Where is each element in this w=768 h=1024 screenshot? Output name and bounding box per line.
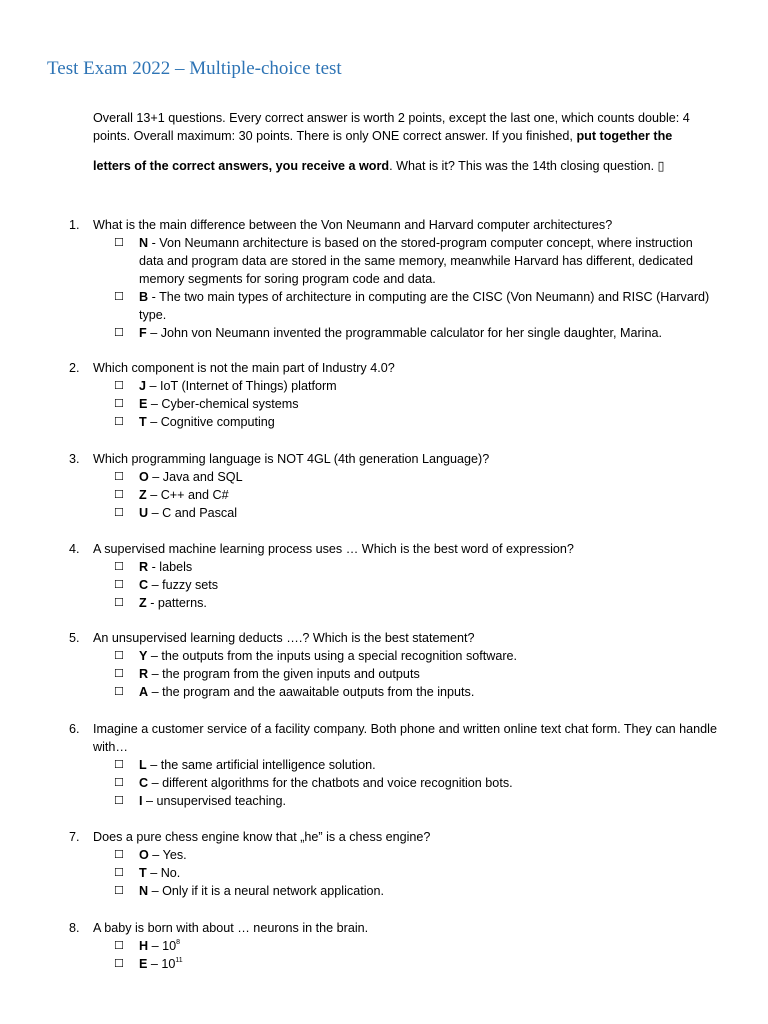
- checkbox-icon[interactable]: ☐: [114, 489, 124, 501]
- answer-option: [0, 468, 719, 486]
- answer-option: [0, 937, 719, 955]
- option-text: – IoT (Internet of Things) platform: [146, 379, 337, 393]
- question-number: 7.: [69, 830, 80, 844]
- option-letter: T: [139, 415, 147, 429]
- option-letter: T: [139, 866, 147, 880]
- checkbox-icon[interactable]: ☐: [114, 237, 124, 249]
- checkbox-icon[interactable]: ☐: [114, 777, 124, 789]
- answer-option: [0, 486, 719, 504]
- checkbox-icon[interactable]: ☐: [114, 507, 124, 519]
- checkbox-icon[interactable]: ☐: [114, 291, 124, 303]
- question-text: A supervised machine learning process uses … Which is the best word of expression?: [93, 542, 574, 556]
- answer-option: [0, 395, 719, 413]
- option-letter: O: [139, 848, 149, 862]
- option-letter: Z: [139, 596, 147, 610]
- option-text: – Cyber-chemical systems: [147, 397, 299, 411]
- option-text: - Von Neumann architecture is based on the stored-program computer concept, where instruction data and program data are stored in the same memory, meanwhile Harvard has different, dedicated memory segments for soring program code and data.: [139, 236, 693, 286]
- instructions-line-1: [93, 109, 723, 145]
- question-number: 6.: [69, 722, 80, 736]
- question-7: [0, 828, 768, 900]
- option-text: – different algorithms for the chatbots and voice recognition bots.: [148, 776, 513, 790]
- option-text: – fuzzy sets: [148, 578, 219, 592]
- answer-option: [0, 504, 719, 522]
- option-letter: H: [139, 939, 149, 953]
- option-letter: A: [139, 685, 149, 699]
- answer-option: [0, 288, 719, 324]
- option-text: - The two main types of architecture in computing are the CISC (Von Neumann) and RISC (Harvard) type.: [139, 290, 710, 322]
- question-2: [0, 359, 768, 431]
- checkbox-icon[interactable]: ☐: [114, 579, 124, 591]
- instructions-bold-text-2: letters of the correct answers, you receive a word: [93, 159, 390, 173]
- option-letter: N: [139, 236, 149, 250]
- checkbox-icon[interactable]: ☐: [114, 471, 124, 483]
- checkbox-icon[interactable]: ☐: [114, 650, 124, 662]
- option-letter: E: [139, 957, 148, 971]
- option-letter: O: [139, 470, 149, 484]
- option-letter: C: [139, 578, 149, 592]
- instructions-line-2: [93, 157, 723, 175]
- exponent: 11: [175, 957, 183, 964]
- answer-option: [0, 413, 719, 431]
- question-number: 2.: [69, 361, 80, 375]
- checkbox-icon[interactable]: ☐: [114, 759, 124, 771]
- checkbox-icon[interactable]: ☐: [114, 561, 124, 573]
- option-letter: C: [139, 776, 149, 790]
- option-text: - patterns.: [146, 596, 207, 610]
- option-letter: E: [139, 397, 148, 411]
- option-letter: R: [139, 560, 149, 574]
- option-text: – 10: [148, 939, 177, 953]
- question-number: 5.: [69, 631, 80, 645]
- option-letter: Y: [139, 649, 148, 663]
- option-letter: B: [139, 290, 149, 304]
- checkbox-icon[interactable]: ☐: [114, 885, 124, 897]
- answer-option: [0, 846, 719, 864]
- question-text: What is the main difference between the Von Neumann and Harvard computer architectures?: [93, 218, 613, 232]
- checkbox-icon[interactable]: ☐: [114, 597, 124, 609]
- answer-option: [0, 594, 719, 612]
- option-text: – C and Pascal: [148, 506, 238, 520]
- option-letter: Z: [139, 488, 147, 502]
- option-text: – John von Neumann invented the programmable calculator for her single daughter, Marina.: [146, 326, 662, 340]
- instructions-text: Overall 13+1 questions. Every correct answer is worth 2 points, except the last one, which counts double: 4 points. Overall maximum: 30 points. There is only ONE correct answer. If you finished,: [93, 111, 690, 143]
- question-6: [0, 720, 768, 810]
- option-letter: R: [139, 667, 149, 681]
- question-number: 8.: [69, 921, 80, 935]
- checkbox-icon[interactable]: ☐: [114, 958, 124, 970]
- page-title: Test Exam 2022 – Multiple-choice test: [47, 58, 342, 79]
- question-number: 3.: [69, 452, 80, 466]
- answer-option: [0, 377, 719, 395]
- checkbox-icon[interactable]: ☐: [114, 795, 124, 807]
- checkbox-icon[interactable]: ☐: [114, 867, 124, 879]
- option-text: – Only if it is a neural network application.: [148, 884, 385, 898]
- option-letter: N: [139, 884, 149, 898]
- question-text: Which programming language is NOT 4GL (4th generation Language)?: [93, 452, 490, 466]
- answer-option: [0, 647, 719, 665]
- option-text: – 10: [147, 957, 176, 971]
- checkbox-icon[interactable]: ☐: [114, 398, 124, 410]
- answer-option: [0, 882, 719, 900]
- instructions-text-2: . What is it? This was the 14th closing question. ▯: [389, 159, 665, 173]
- question-number: 4.: [69, 542, 80, 556]
- checkbox-icon[interactable]: ☐: [114, 327, 124, 339]
- option-text: – the same artificial intelligence solution.: [146, 758, 376, 772]
- answer-option: [0, 576, 719, 594]
- checkbox-icon[interactable]: ☐: [114, 416, 124, 428]
- option-letter: F: [139, 326, 147, 340]
- instructions-bold-text: put together the: [576, 129, 673, 143]
- answer-option: [0, 683, 719, 701]
- question-5: [0, 629, 768, 701]
- answer-option: [0, 558, 719, 576]
- option-text: – unsupervised teaching.: [142, 794, 287, 808]
- checkbox-icon[interactable]: ☐: [114, 849, 124, 861]
- answer-option: [0, 774, 719, 792]
- checkbox-icon[interactable]: ☐: [114, 686, 124, 698]
- answer-option: [0, 324, 719, 342]
- question-text: Imagine a customer service of a facility company. Both phone and written online text chat form. They can handle with…: [93, 722, 717, 754]
- option-text: – No.: [146, 866, 181, 880]
- question-3: [0, 450, 768, 522]
- option-text: - labels: [148, 560, 193, 574]
- option-text: – Yes.: [148, 848, 187, 862]
- question-text: Does a pure chess engine know that „he” is a chess engine?: [93, 830, 431, 844]
- question-text: A baby is born with about … neurons in the brain.: [93, 921, 369, 935]
- question-text: An unsupervised learning deducts ….? Which is the best statement?: [93, 631, 475, 645]
- question-text: Which component is not the main part of Industry 4.0?: [93, 361, 395, 375]
- option-letter: J: [139, 379, 147, 393]
- answer-option: [0, 864, 719, 882]
- answer-option: [0, 756, 719, 774]
- option-text: – the outputs from the inputs using a special recognition software.: [147, 649, 518, 663]
- answer-option: [0, 234, 719, 288]
- answer-option: [0, 792, 719, 810]
- option-text: – Java and SQL: [148, 470, 243, 484]
- option-letter: L: [139, 758, 147, 772]
- answer-option: [0, 955, 719, 973]
- question-4: [0, 540, 768, 612]
- question-number: 1.: [69, 218, 80, 232]
- checkbox-icon[interactable]: ☐: [114, 940, 124, 952]
- option-text: – the program from the given inputs and outputs: [148, 667, 420, 681]
- exponent: 8: [176, 939, 181, 946]
- checkbox-icon[interactable]: ☐: [114, 668, 124, 680]
- answer-option: [0, 665, 719, 683]
- option-letter: I: [139, 794, 143, 808]
- checkbox-icon[interactable]: ☐: [114, 380, 124, 392]
- option-text: – Cognitive computing: [146, 415, 275, 429]
- question-1: [0, 216, 768, 342]
- option-letter: U: [139, 506, 149, 520]
- question-8: [0, 919, 768, 973]
- option-text: – C++ and C#: [146, 488, 229, 502]
- option-text: – the program and the aawaitable outputs from the inputs.: [148, 685, 475, 699]
- instructions: [93, 109, 723, 175]
